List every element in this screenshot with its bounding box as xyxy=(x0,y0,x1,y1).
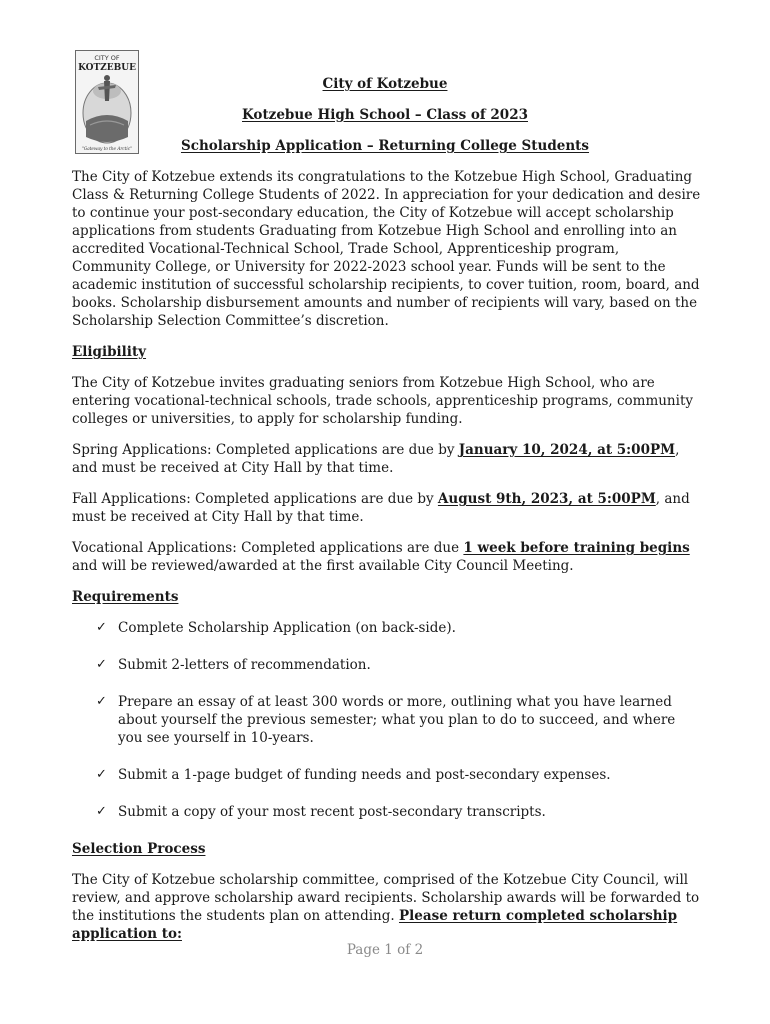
page-number: Page 1 of 2 xyxy=(346,942,424,958)
checkmark-icon: ✓ xyxy=(96,767,107,782)
return-instruction: Please return completed scholarship application to: xyxy=(72,908,678,942)
requirement-text: Submit a 1-page budget of funding needs and post-secondary expenses. xyxy=(118,767,611,783)
spring-deadline: January 10, 2024, at 5:00PM xyxy=(458,442,676,458)
fall-applications-paragraph xyxy=(72,490,702,526)
checkmark-icon: ✓ xyxy=(96,620,107,635)
vocational-applications-paragraph xyxy=(72,539,702,575)
checkmark-icon: ✓ xyxy=(96,694,107,709)
requirement-item xyxy=(72,693,702,747)
requirements-heading: Requirements xyxy=(72,589,179,605)
eligibility-paragraph: The City of Kotzebue invites graduating seniors from Kotzebue High School, who are entering vocational-technical schools, trade schools, apprenticeship programs, community colleges or universities, to apply for scholarship funding. xyxy=(72,375,693,427)
requirement-text: Submit a copy of your most recent post-secondary transcripts. xyxy=(118,804,546,820)
logo-name: KOTZEBUE xyxy=(78,63,136,73)
requirement-text: Complete Scholarship Application (on back-side). xyxy=(118,620,456,636)
document-body xyxy=(72,168,702,956)
requirement-text: Prepare an essay of at least 300 words or more, outlining what you have learned about yourself the previous semester; what you plan to do to succeed, and where you see yourself in 10-years. xyxy=(118,694,676,746)
selection-text: The City of Kotzebue scholarship committee, comprised of the Kotzebue City Council, will review, and approve scholarship award recipients. Scholarship awards will be forwarded to the institutions the students plan on attending. xyxy=(72,872,700,924)
intro-paragraph: The City of Kotzebue extends its congratulations to the Kotzebue High School, Graduating Class & Returning College Students of 2022. In appreciation for your dedication and desire to continue your post-secondary education, the City of Kotzebue will accept scholarship applications from students Graduating from Kotzebue High School and enrolling into an accredited Vocational-Technical School, Trade School, Apprenticeship program, Community College, or University for 2022-2023 school year. Funds will be sent to the academic institution of successful scholarship recipients, to cover tuition, room, board, and books. Scholarship disbursement amounts and number of recipients will vary, based on the Scholarship Selection Committee’s discretion. xyxy=(72,169,701,329)
vocational-deadline: 1 week before training begins xyxy=(463,540,690,556)
spring-text-before: Spring Applications: Completed applications are due by xyxy=(72,442,459,458)
requirement-item xyxy=(72,656,702,674)
selection-process-heading: Selection Process xyxy=(72,841,206,857)
vocational-text-before: Vocational Applications: Completed applications are due xyxy=(72,540,464,556)
logo-tagline: "Gateway to the Arctic" xyxy=(81,146,133,151)
requirement-item xyxy=(72,803,702,821)
vocational-text-after: and will be reviewed/awarded at the first available City Council Meeting. xyxy=(72,558,574,574)
requirement-item xyxy=(72,766,702,784)
document-title-city: City of Kotzebue xyxy=(322,76,448,92)
document-title-school: Kotzebue High School – Class of 2023 xyxy=(242,107,528,123)
document-title-application: Scholarship Application – Returning College Students xyxy=(180,138,590,154)
logo-city-of: CITY OF xyxy=(94,54,120,62)
spring-text-after: , and must be received at City Hall by that time. xyxy=(72,442,680,476)
selection-process-paragraph xyxy=(72,871,702,943)
requirement-text: Submit 2-letters of recommendation. xyxy=(118,657,371,673)
fall-text-after: , and must be received at City Hall by that time. xyxy=(72,491,690,525)
checkmark-icon: ✓ xyxy=(96,804,107,819)
requirement-item xyxy=(72,619,702,637)
requirements-list xyxy=(72,619,702,821)
fall-deadline: August 9th, 2023, at 5:00PM xyxy=(437,491,656,507)
eligibility-heading: Eligibility xyxy=(72,344,147,360)
spring-applications-paragraph xyxy=(72,441,702,477)
fall-text-before: Fall Applications: Completed applications are due by xyxy=(72,491,438,507)
checkmark-icon: ✓ xyxy=(96,657,107,672)
